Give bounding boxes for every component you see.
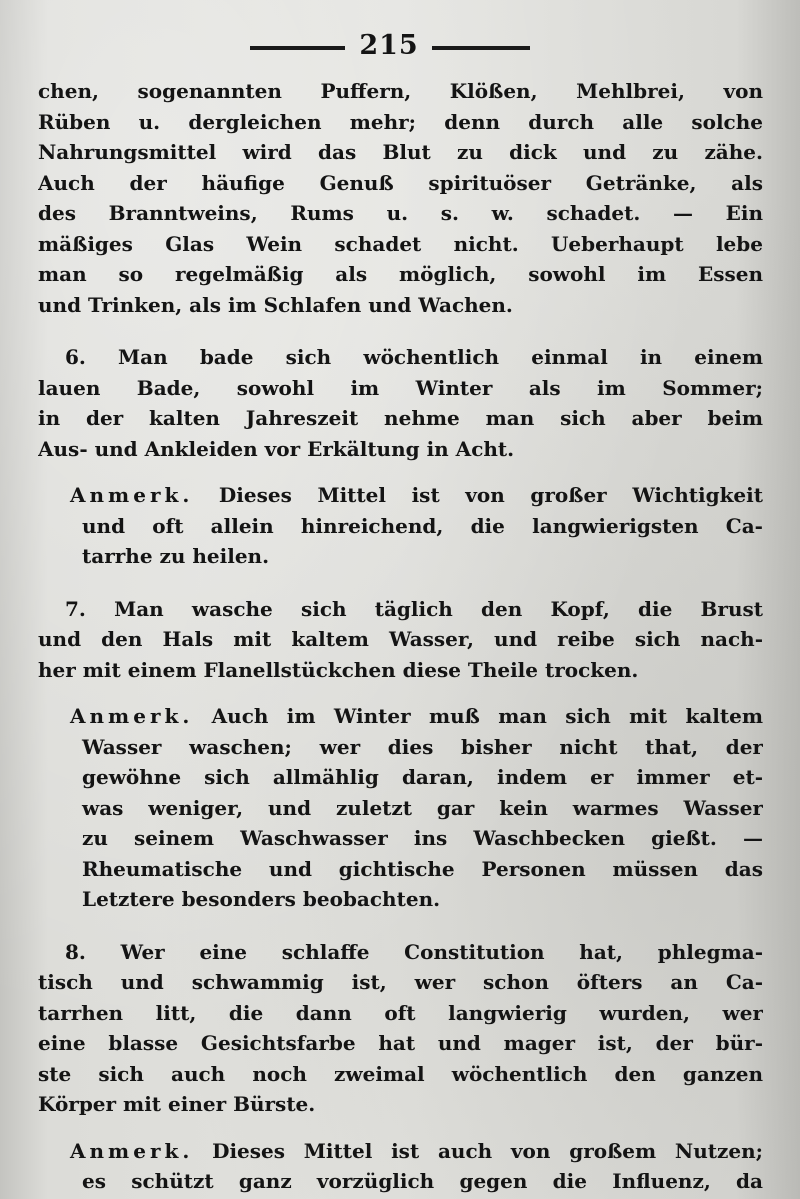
text-line: und den Hals mit kaltem Wasser, und reibe sich nach- (38, 627, 763, 651)
text-line: lauen Bade, sowohl im Winter als im Sommer; (38, 375, 763, 400)
paragraph-8 (38, 937, 763, 1120)
text-line: 6. Man bade sich wöchentlich einmal in einem (65, 345, 763, 369)
text-line: Rheumatische und gichtische Personen müssen das (82, 856, 763, 881)
text-line: zu seinem Waschwasser ins Waschbecken gießt. — (82, 826, 763, 850)
paragraph-7 (38, 594, 763, 686)
text-line: Letztere besonders beobachten. (82, 887, 441, 911)
text-line: was weniger, und zuletzt gar kein warmes Wasser (82, 795, 763, 820)
text-line: in der kalten Jahreszeit nehme man sich aber beim (38, 406, 763, 430)
annotation-text: Dieses Mittel ist von großer Wichtigkeit (218, 483, 763, 507)
text-line: 8. Wer eine schlaffe Constitution hat, phlegma- (65, 939, 763, 964)
text-line (38, 701, 763, 732)
text-line: Körper mit einer Bürste. (38, 1092, 316, 1116)
text-line: mäßiges Glas Wein schadet nicht. Ueberhaupt lebe (38, 231, 763, 256)
page-header (0, 28, 800, 68)
text-line: des Branntweins, Rums u. s. w. schadet. — Ein (38, 201, 763, 225)
text-line: Rüben u. dergleichen mehr; denn durch alle solche (38, 109, 763, 134)
text-line: her mit einem Flanellstückchen diese Theile trocken. (38, 657, 639, 682)
text-line: 7. Man wasche sich täglich den Kopf, die Brust (65, 596, 763, 621)
header-rule-right (432, 46, 530, 50)
text-line: chen, sogenannten Puffern, Klößen, Mehlbrei, von (38, 79, 763, 103)
text-line: gewöhne sich allmählig daran, indem er immer et- (82, 765, 763, 789)
annotation-label: Anmerk. (70, 704, 194, 728)
paragraph-6 (38, 342, 763, 464)
paragraph-continuation (38, 76, 763, 320)
annotation-text: Auch im Winter muß man sich mit kaltem (211, 704, 763, 728)
text-line: eine blasse Gesichtsfarbe hat und mager ist, der bür- (38, 1031, 763, 1055)
text-line: Aus- und Ankleiden vor Erkältung in Acht. (38, 436, 515, 461)
page-number: 215 (359, 30, 419, 61)
text-line: Wasser waschen; wer dies bisher nicht that, der (82, 734, 763, 759)
text-line: ste sich auch noch zweimal wöchentlich den ganzen (38, 1061, 763, 1086)
text-line: tisch und schwammig ist, wer schon öfters an Ca- (38, 970, 763, 994)
annotation-label: Anmerk. (70, 483, 194, 507)
text-line: tarrhen litt, die dann oft langwierig wurden, wer (38, 1000, 763, 1025)
text-line (38, 1136, 763, 1167)
text-line: und oft allein hinreichend, die langwierigsten Ca- (82, 513, 763, 538)
text-line: und Trinken, als im Schlafen und Wachen. (38, 292, 513, 317)
annotation-8 (38, 1136, 763, 1197)
page-body (38, 76, 763, 1197)
text-line: Nahrungsmittel wird das Blut zu dick und zu zähe. (38, 140, 763, 164)
text-line: Auch der häufige Genuß spirituöser Getränke, als (38, 170, 763, 195)
text-line: man so regelmäßig als möglich, sowohl im Essen (38, 262, 763, 286)
annotation-label: Anmerk. (70, 1138, 194, 1163)
annotation-6 (38, 480, 763, 572)
text-line (38, 480, 763, 511)
header-rule-left (250, 46, 345, 50)
annotation-text: Dieses Mittel ist auch von großem Nutzen; (212, 1138, 763, 1163)
text-line: tarrhe zu heilen. (82, 544, 270, 568)
annotation-7 (38, 701, 763, 915)
text-line: es schützt ganz vorzüglich gegen die Influenz, da (82, 1169, 763, 1193)
